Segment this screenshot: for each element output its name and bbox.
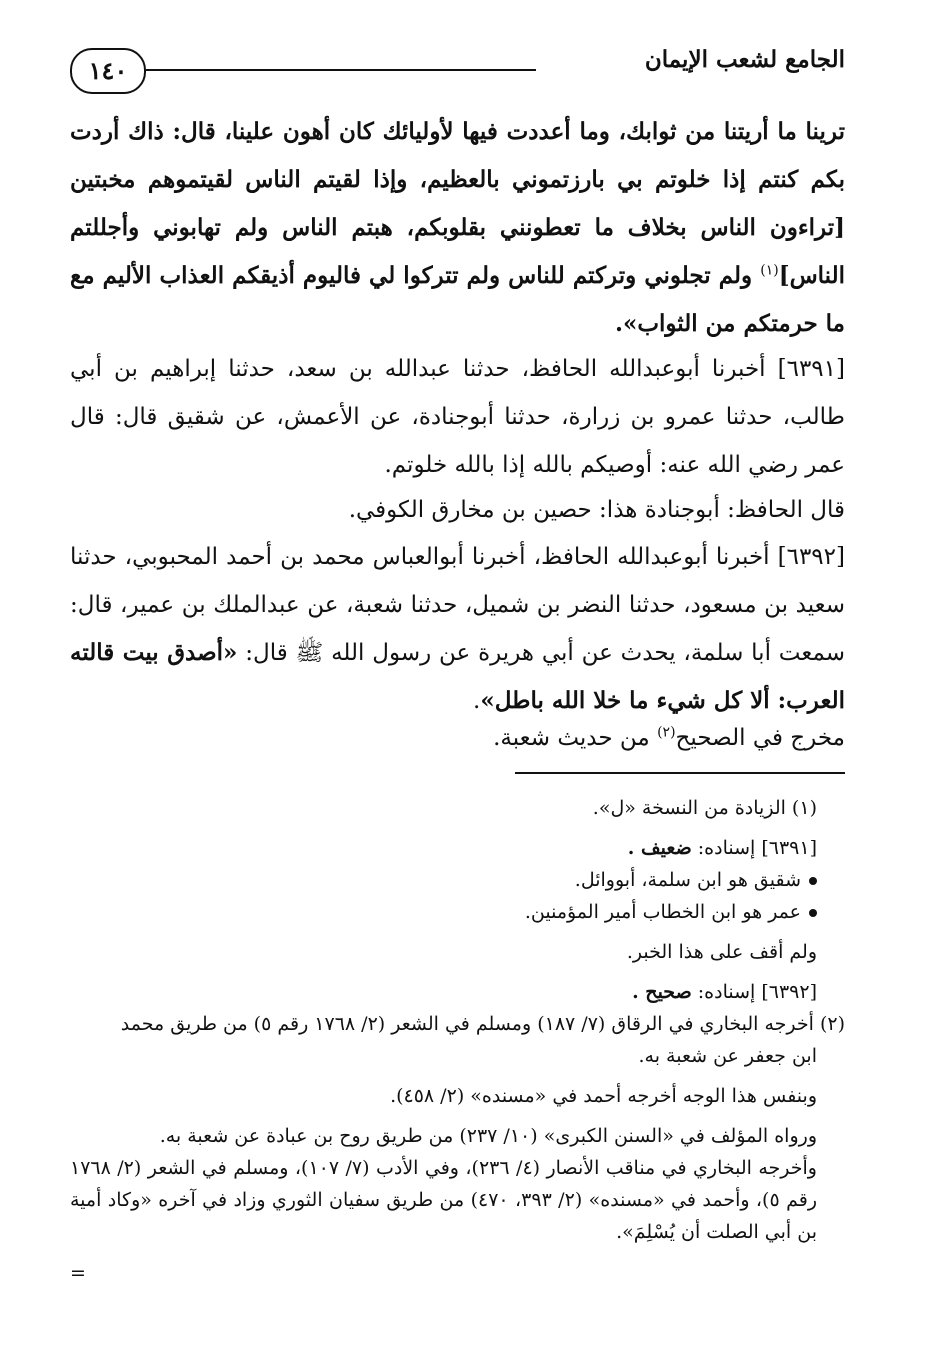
- footnote-2-line: وأخرجه البخاري في مناقب الأنصار (٤/ ٢٣٦)، وفي الأدب (٧/ ١٠٧)، ومسلم في الشعر (٢/ ١٧٦٨ رقم ٥)، وأحمد في «مسنده» (٢/ ٣٩٣، ٤٧٠) من طريق سفيان الثوري وزاد في آخره «وكاد أمية بن أبي الصلت أن يُسْلِمَ».: [70, 1157, 818, 1243]
- isnad-label: [٦٣٩١] إسناده:: [691, 837, 817, 859]
- hadith-quote: «أصدق بيت قالته العرب: ألا كل شيء ما خلا الله باطل»: [70, 639, 845, 714]
- footnote-ref-1: (١): [760, 262, 779, 279]
- bullet-item: [70, 896, 845, 928]
- paragraph-end: .: [473, 688, 481, 714]
- paragraph-hafiz-note: قال الحافظ: أبوجنادة هذا: حصين بن مخارق الكوفي.: [348, 497, 845, 523]
- footnote-separator: [515, 772, 845, 774]
- header-rule: [146, 69, 536, 71]
- editor-note: ولم أقف على هذا الخبر.: [626, 941, 817, 963]
- isnad-6392: [70, 976, 845, 1008]
- footnote-1: (١) الزيادة من النسخة «ل».: [592, 797, 817, 819]
- footnote-2-line: ابن جعفر عن شعبة به.: [638, 1045, 817, 1067]
- bullet-item: [70, 864, 845, 896]
- bullet-text: شقيق هو ابن سلمة، أبووائل.: [574, 869, 801, 891]
- footnote-2-line: (٢) أخرجه البخاري في الرقاق (٧/ ١٨٧) ومسلم في الشعر (٢/ ١٧٦٨ رقم ٥) من طريق محمد: [120, 1013, 845, 1035]
- paragraph-hadith-6391: [٦٣٩١] أخبرنا أبوعبدالله الحافظ، حدثنا عبدالله بن سعد، حدثنا إبراهيم بن أبي طالب، حدثنا عمرو بن زرارة، حدثنا أبوجنادة، عن الأعمش، عن شقيق قال: قال عمر رضي الله عنه: أوصيكم بالله إذا بالله خلوتم.: [70, 356, 845, 478]
- isnad-grade: صحيح .: [632, 981, 692, 1003]
- paragraph-text: من حديث شعبة.: [493, 725, 658, 751]
- footnotes: [70, 792, 845, 1248]
- page-header: [70, 40, 845, 100]
- footnote-2-line: وبنفس هذا الوجه أخرجه أحمد في «مسنده» (٢/ ٤٥٨).: [390, 1085, 817, 1107]
- bullet-icon: [809, 877, 817, 885]
- paragraph-text: [٦٣٩٢] أخبرنا أبوعبدالله الحافظ، أخبرنا أبوالعباس محمد بن أحمد المحبوبي، حدثنا سعيد بن مسعود، حدثنا النضر بن شميل، حدثنا شعبة، عن عبدالملك بن عمير، قال: سمعت أبا سلمة، يحدث عن أبي هريرة عن رسول الله ﷺ قال:: [70, 544, 846, 666]
- paragraph-hadith-continuation: [70, 108, 845, 348]
- paragraph-text: ترينا ما أريتنا من ثوابك، وما أعددت فيها لأوليائك كان أهون علينا، قال: ذاك أردت بكم كنتم إذا خلوتم بي بارزتموني بالعظيم، وإذا لقيتم الناس لقيتموهم مخبتين [تراءون الناس بخلاف ما تعطونني بقلوبكم، هبتم الناس ولم تهابوني وأجللتم الناس]: [70, 118, 845, 289]
- paragraph-takhrij: [70, 714, 875, 762]
- paragraph-text: ولم تجلوني وتركتم للناس ولم تتركوا لي فاليوم أذيقكم العذاب الأليم مع ما حرمتكم من الثواب».: [70, 262, 845, 337]
- page-number: ١٤٠: [70, 48, 146, 94]
- bullet-icon: [809, 909, 817, 917]
- paragraph-text: مخرج في الصحيح: [675, 725, 845, 751]
- isnad-grade: ضعيف .: [627, 837, 692, 859]
- book-title: الجامع لشعب الإيمان: [644, 46, 845, 73]
- continuation-mark: =: [70, 1262, 86, 1284]
- footnote-2-line: ورواه المؤلف في «السنن الكبرى» (١٠/ ٢٣٧) من طريق روح بن عبادة عن شعبة به.: [159, 1125, 817, 1147]
- footnote-ref-2: (٢): [657, 724, 676, 741]
- paragraph-hadith-6392: [70, 533, 845, 725]
- bullet-text: عمر هو ابن الخطاب أمير المؤمنين.: [524, 901, 801, 923]
- isnad-6391: [70, 832, 845, 864]
- isnad-label: [٦٣٩٢] إسناده:: [691, 981, 817, 1003]
